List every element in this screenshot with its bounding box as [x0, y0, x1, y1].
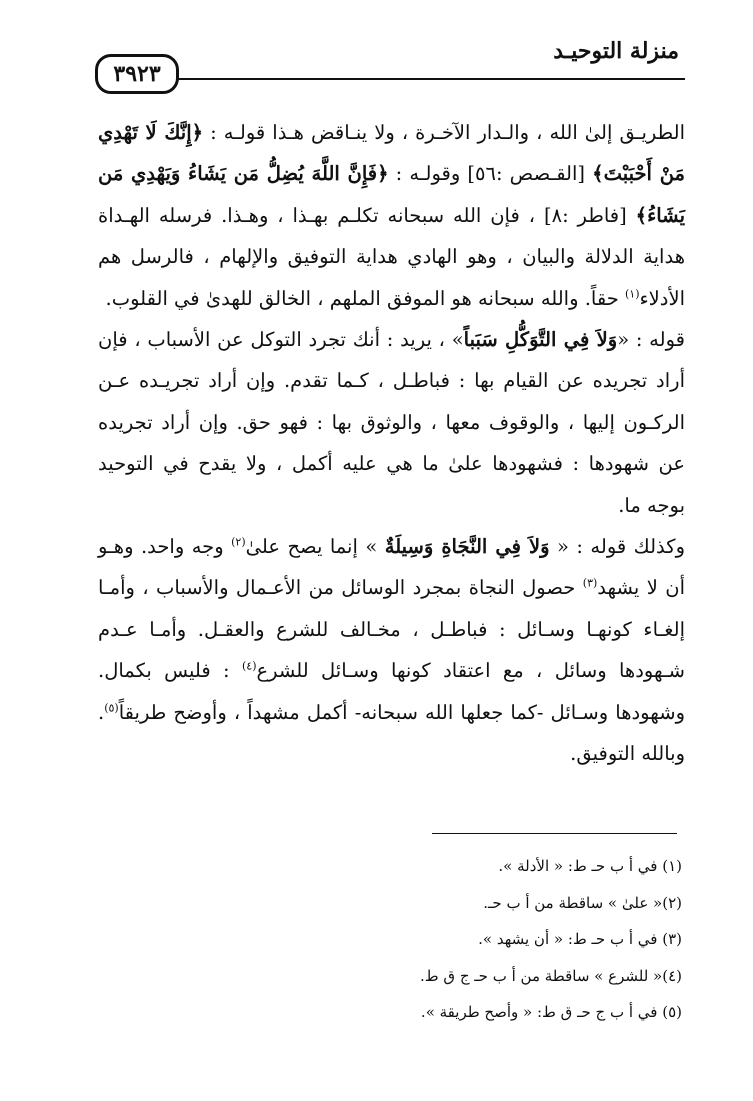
running-title: منزلة التوحيـد	[553, 38, 679, 64]
footnote-ref-4[interactable]: (٤)	[241, 659, 257, 673]
footnotes	[150, 848, 682, 1031]
quoted-phrase: وَلاَ فِي التَّوَكُّلِ سَبَباً	[463, 328, 618, 352]
footnote-4: (٤)« للشرع » ساقطة من أ ب حـ ج ق ط.	[420, 966, 682, 985]
paragraph-1: الطريـق إلىٰ الله ، والـدار الآخـرة ، ولا ينـاقض هـذا قولـه : ﴿إِنَّكَ لَا تَهْدِي مَنْ أَحْبَبْتَ﴾ [القـصص :٥٦] وقولـه : ﴿فَإِنَّ اللَّهَ يُضِلُّ مَن يَشَاءُ وَيَهْدِي مَن يَشَاءُ﴾ [فاطر :٨] ، فإن الله سبحانه تكلـم بهـذا ، وهـذا. فرسله الهـداة هداية الدلالة والبيان ، وهو الهادي هداية التوفيق والإلهام ، فالرسل هم الأدلاء$^{(١)}$ حقاً. والله سبحانه هو الموفق الملهم ، الخالق للهدىٰ في القلوب.	[98, 121, 685, 310]
footnote-ref-2[interactable]: (٢)	[231, 535, 246, 549]
page-number: ٣٩٢٣	[95, 54, 179, 94]
page-header	[95, 30, 685, 90]
footnote-ref-1[interactable]: (١)	[624, 287, 640, 301]
quoted-phrase: وَلاَ فِي النَّجَاةِ وَسِيلَةٌ	[384, 535, 550, 559]
quran-verse: ﴿إِنَّكَ لَا تَهْدِي مَنْ أَحْبَبْتَ﴾	[98, 121, 685, 186]
footnote-5: (٥) في أ ب ج حـ ق ط: « وأصح طريقة ».	[420, 1003, 682, 1022]
paragraph-3: وكذلك قوله : « وَلاَ فِي النَّجَاةِ وَسِيلَةٌ » إنما يصح علىٰ$^{(٢)}$ وجه واحد. وهـو أن لا يشهد$^{(٣)}$ حصول النجاة بمجرد الوسائل من الأعـمال والأسباب ، وأمـا إلغـاء كونهـا وسـائل : فباطـل ، مخـالف للشرع والعقـل. وأمـا عـدم شـهودها وسائل ، مع اعتقاد كونها وسـائل للشرع$^{(٤)}$ : فليس بكمال. وشهودها وسـائل -كما جعلها الله سبحانه- أكمل مشهداً ، وأوضح طريقاً$^{(٥)}$. وبالله التوفيق.	[98, 535, 685, 766]
footnote-ref-5[interactable]: (٥)	[104, 701, 119, 715]
quran-verse: ﴿فَإِنَّ اللَّهَ يُضِلُّ مَن يَشَاءُ وَيَهْدِي مَن يَشَاءُ﴾	[98, 162, 685, 227]
body-text	[98, 112, 685, 775]
header-rule	[165, 78, 685, 80]
paragraph-2: قوله : «وَلاَ فِي التَّوَكُّلِ سَبَباً» ، يريد : أنك تجرد التوكل عن الأسباب ، فإن أراد تجريده عن القيام بها : فباطـل ، كـما تقدم. وإن أراد تجريـده عـن الركـون إليها ، والوقوف معها ، والوثوق بها : فهو حق. وإن أراد تجريده عن شهودها : فشهودها علىٰ ما هي عليه أكمل ، ولا يقدح في التوحيد بوجه ما.	[98, 328, 685, 517]
footnote-1: (١) في أ ب حـ ط: « الأدلة ».	[498, 857, 682, 875]
footnote-3: (٣) في أ ب حـ ط: « أن يشهد ».	[478, 930, 682, 949]
footnote-2: (٢)« علىٰ » ساقطة من أ ب حـ.	[483, 893, 682, 912]
footnote-divider	[432, 833, 677, 834]
footnote-ref-3[interactable]: (٣)	[582, 576, 598, 590]
